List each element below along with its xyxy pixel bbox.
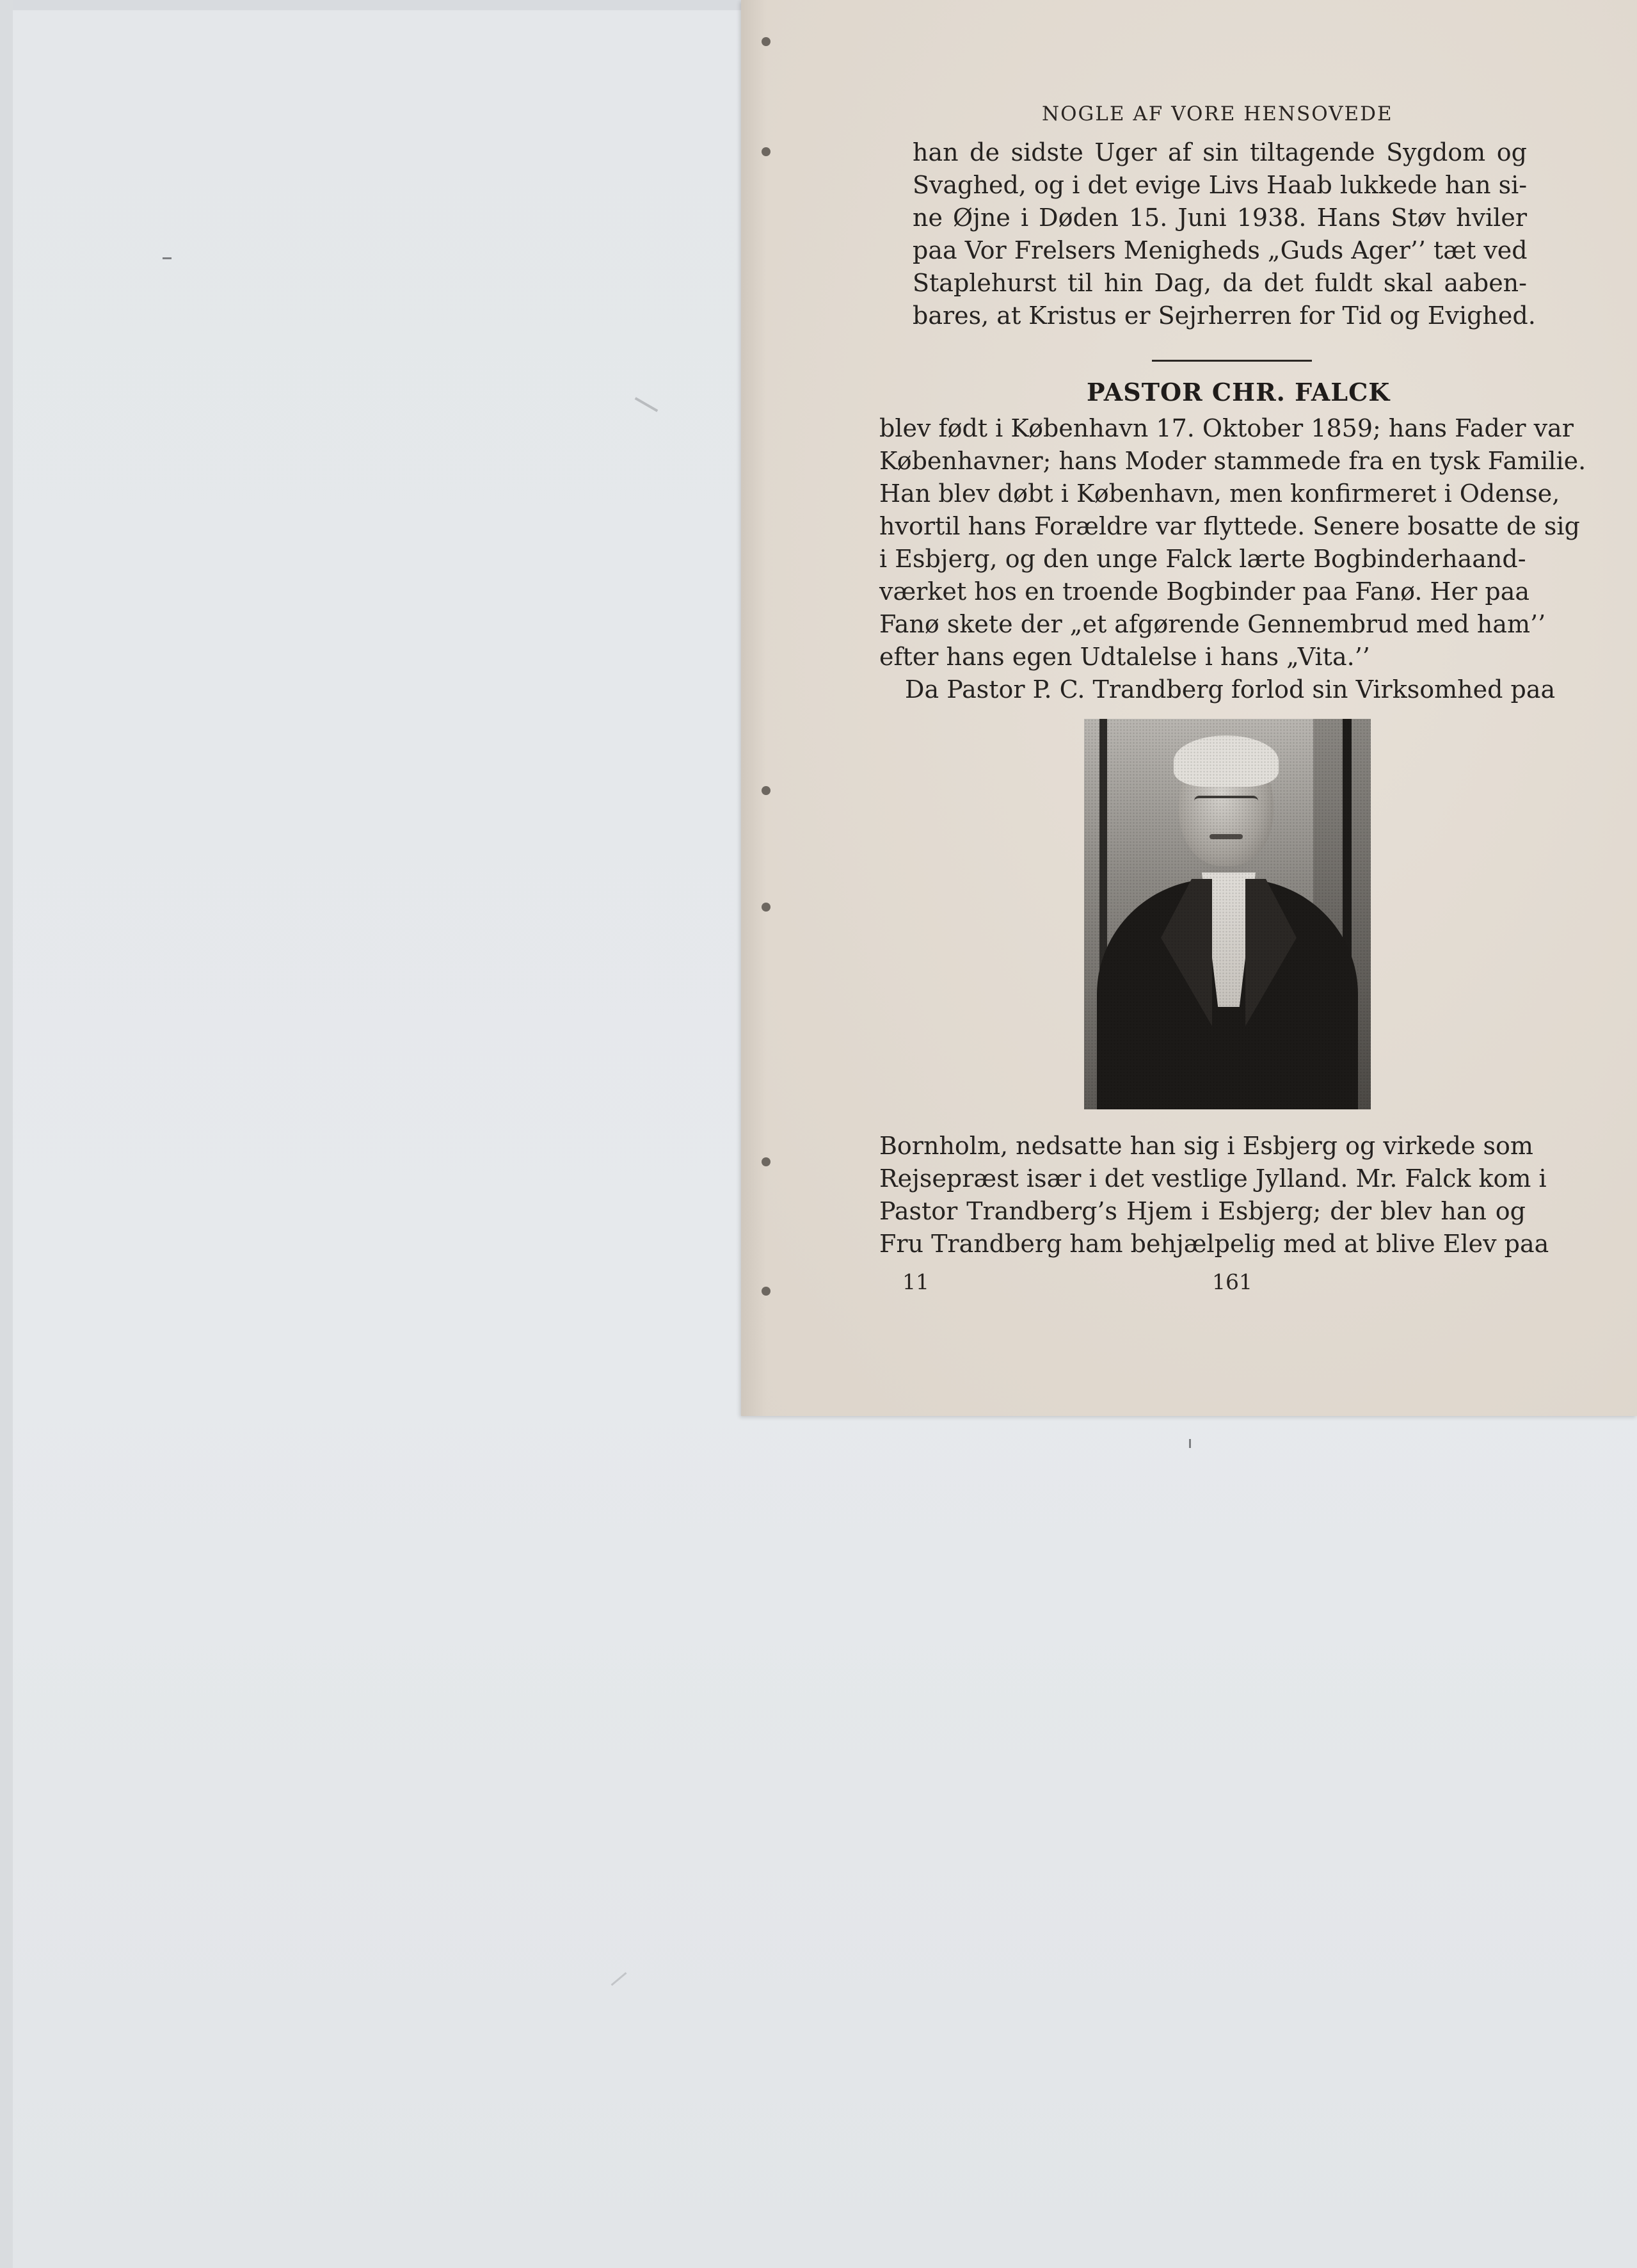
dust-speck [1189, 1439, 1191, 1448]
text-line: Bornholm, nedsatte han sig i Esbjerg og virkede som [879, 1132, 1533, 1160]
text-line: Staplehurst til hin Dag, da det fuldt skal aaben- [913, 269, 1527, 297]
scanner-edge-left [0, 0, 13, 2268]
photo-halftone [1084, 719, 1371, 1109]
text-line: værket hos en troende Bogbinder paa Fanø. Her paa [879, 577, 1529, 606]
section-divider [1152, 360, 1312, 362]
binding-stitch [762, 1287, 771, 1296]
binding-stitch [762, 786, 771, 795]
text-line: blev født i København 17. Oktober 1859; hans Fader var [879, 414, 1574, 442]
binding-stitch [762, 903, 771, 912]
binding-stitch [762, 37, 771, 46]
text-line: ne Øjne i Døden 15. Juni 1938. Hans Støv hviler [913, 204, 1527, 232]
second-paragraph [879, 412, 1586, 706]
binding-stitch [762, 147, 771, 156]
text-line: Svaghed, og i det evige Livs Haab lukkede han si- [913, 171, 1528, 199]
text-line: Rejsepræst især i det vestlige Jylland. Mr. Falck kom i [879, 1164, 1547, 1193]
signature-mark: 11 [902, 1269, 929, 1294]
text-line: Pastor Trandberg’s Hjem i Esbjerg; der blev han og [879, 1197, 1526, 1225]
text-line: bares, at Kristus er Sejrherren for Tid og Evighed. [913, 302, 1536, 330]
dust-speck [163, 257, 172, 259]
text-line: paa Vor Frelsers Menigheds „Guds Ager’’ tæt ved [913, 236, 1528, 264]
text-line: Han blev døbt i København, men konfirmeret i Odense, [879, 479, 1560, 508]
scanner-edge-top [0, 0, 742, 10]
text-line: i Esbjerg, og den unge Falck lærte Bogbinderhaand- [879, 545, 1526, 573]
section-title: PASTOR CHR. FALCK [1087, 378, 1391, 406]
text-line [879, 673, 1556, 706]
binding-stitch [762, 1157, 771, 1166]
spine-shadow [741, 0, 767, 1416]
first-paragraph [913, 136, 1536, 332]
text-line: han de sidste Uger af sin tiltagende Sygdom og [913, 138, 1527, 166]
portrait-photo [1084, 719, 1371, 1109]
running-head: NOGLE AF VORE HENSOVEDE [1042, 102, 1393, 125]
third-paragraph [879, 1130, 1549, 1260]
text-line: efter hans egen Udtalelse i hans „Vita.’’ [879, 643, 1370, 671]
text-line: Københavner; hans Moder stammede fra en tysk Familie. [879, 447, 1586, 475]
text-line-content: Da Pastor P. C. Trandberg forlod sin Virksomhed paa [905, 675, 1556, 704]
text-line: Fru Trandberg ham behjælpelig med at blive Elev paa [879, 1230, 1549, 1258]
text-line: Fanø skete der „et afgørende Gennembrud med ham’’ [879, 610, 1546, 638]
book-page [741, 0, 1637, 1416]
page-number: 161 [1212, 1269, 1252, 1294]
text-line: hvortil hans Forældre var flyttede. Senere bosatte de sig [879, 512, 1580, 540]
